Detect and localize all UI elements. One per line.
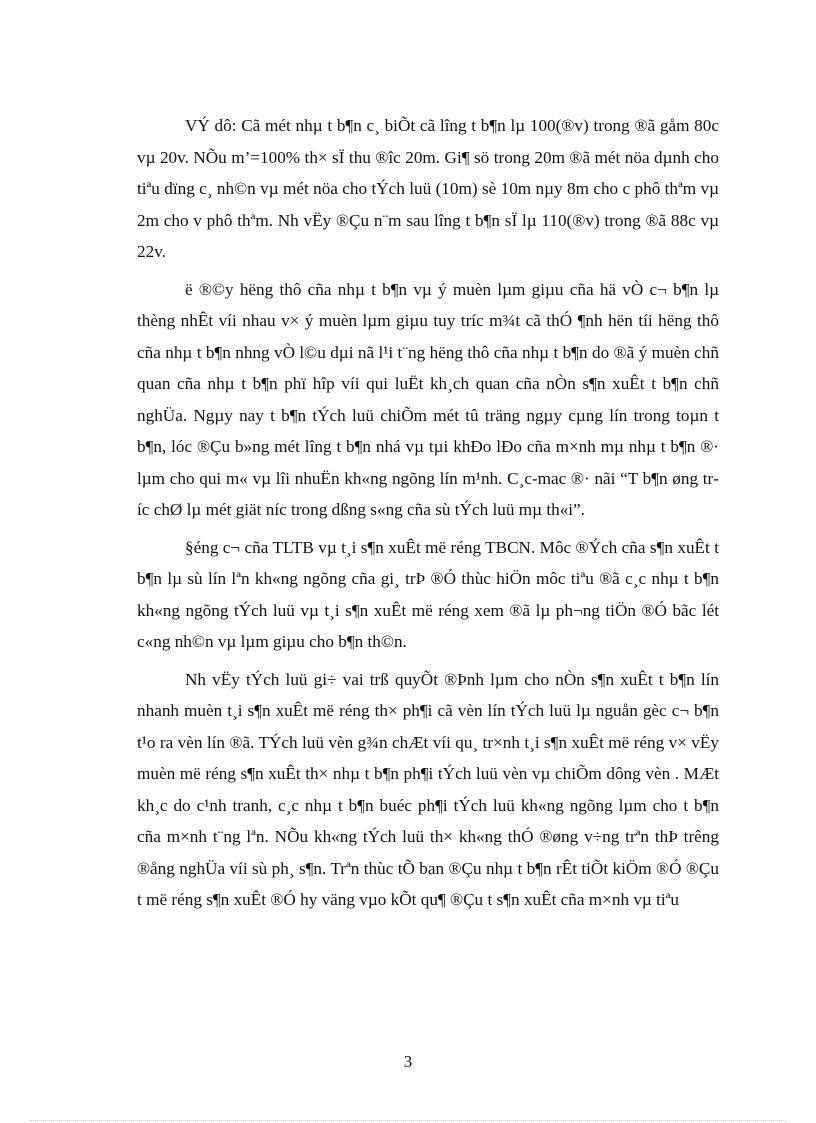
paragraph-accumulation: Nh vËy tÝch luü gi÷ vai trß quyÕt ®Þnh lµm cho nÒn s¶n xuÊt t b¶n lín nhanh muèn t¸i s¶n xuÊt më réng th× ph¶i cã vèn lín tÝch luü lµ nguån gèc c¬ b¶n t¹o ra vèn lín ®ã. TÝch luü vèn g¾n chÆt víi qu¸ tr×nh t¸i s¶n xuÊt më réng v× vËy muèn më réng s¶n xuÊt th× nhµ t b¶n ph¶i tÝch luü vèn vµ chiÕm dông vèn . MÆt kh¸c do c¹nh tranh, c¸c nhµ t b¶n buéc ph¶i tÝch luü kh«ng ngõng lµm cho t b¶n cña m×nh t¨ng lªn. NÕu kh«ng tÝch luü th× kh«ng thÓ ®øng v÷ng trªn thÞ trêng ®ång nghÜa víi sù ph¸ s¶n. Trªn thùc tÕ ban ®Çu nhµ t b¶n rÊt tiÕt kiÖm ®Ó ®Çu t më réng s¶n xuÊt ®Ó hy väng vµo kÕt qu¶ ®Çu t s¶n xuÊt cña m×nh vµ tiªu — [137, 669, 719, 909]
paragraph-motive: §éng c¬ cña TLTB vµ t¸i s¶n xuÊt më réng TBCN. Môc ®Ých cña s¶n xuÊt t b¶n lµ sù lín lªn kh«ng ngõng cña gi¸ trÞ ®Ó thùc hiÖn môc tiªu ®ã c¸c nhµ t b¶n kh«ng ngõng tÝch luü vµ t¸i s¶n xuÊt më réng xem ®ã lµ ph¬ng tiÖn ®Ó bãc lét c«ng nh©n vµ lµm giµu cho b¶n th©n. — [137, 537, 719, 651]
document-body — [137, 110, 719, 922]
page-number: 3 — [403, 1052, 413, 1071]
page-bottom-divider — [30, 1120, 786, 1121]
paragraph-example: VÝ dô: Cã mét nhµ t b¶n c¸ biÕt cã lîng t b¶n lµ 100(®v) trong ®ã gåm 80c vµ 20v. NÕu m’=100% th× sÏ thu ®îc 20m. Gi¶ sö trong 20m ®ã mét nöa dµnh cho tiªu dïng c¸ nh©n vµ mét nöa cho tÝch luü (10m) sè 10m nµy 8m cho c phô thªm vµ 2m cho v phô thªm. Nh vËy ®Çu n¨m sau lîng t b¶n sÏ lµ 110(®v) trong ®ã 88c vµ 22v. — [137, 116, 719, 261]
paragraph-consumption: ë ®©y hëng thô cña nhµ t b¶n vµ ý muèn lµm giµu cña hä vÒ c¬ b¶n lµ thèng nhÊt víi nhau v× ý muèn lµm giµu tuy tríc m¾t cã thÓ ¶nh hën tíi hëng thô cña nhµ t b¶n nhng vÒ l©u dµi nã l¹i t¨ng hëng thô cña nhµ t b¶n do ®ã ý muèn chñ quan cña nhµ t b¶n phï hîp víi qui luËt kh¸ch quan cña nÒn s¶n xuÊt t b¶n chñ nghÜa. Ngµy nay t b¶n tÝch luü chiÕm mét tû träng ngµy cµng lín trong toµn t b¶n, lóc ®Çu b»ng mét lîng t b¶n nhá vµ tµi khÐo lÐo cña m×nh mµ nhµ t b¶n ®· lµm cho qui m« vµ lîi nhuËn kh«ng ngõng lín m¹nh. C¸c-mac ®· nãi “T b¶n øng tríc chØ lµ mét giät níc trong dßng s«ng cña sù tÝch luü mµ th«i”. — [137, 279, 719, 519]
